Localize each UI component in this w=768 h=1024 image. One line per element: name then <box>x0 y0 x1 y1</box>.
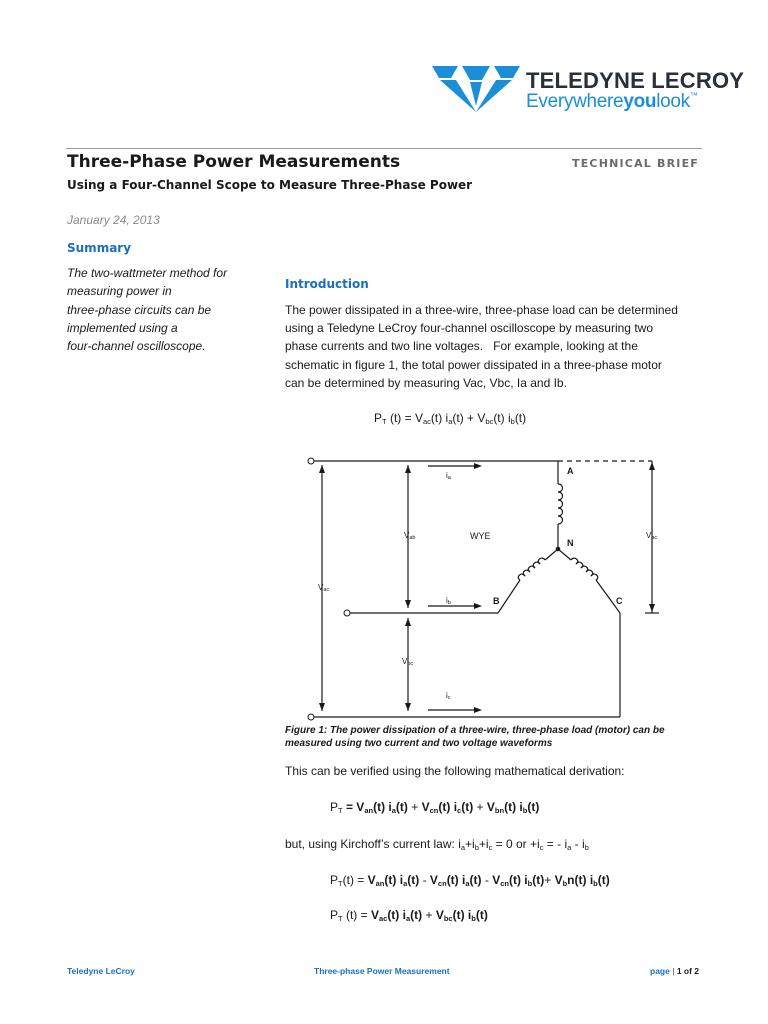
summary-heading: Summary <box>67 241 132 255</box>
voltage-vab-label: Vab <box>404 531 416 541</box>
intro-line: can be determined by measuring Vac, Vbc, Ia and Ib. <box>285 375 567 390</box>
node-c-label: C <box>616 596 623 606</box>
current-ib-label: ib <box>446 596 451 606</box>
power-sum-equation: $P_T = V_{an}(t) i_a(t) + V_{cn}(t) i_c(t) + V_{bn}(t)$ $i_b(t)$ <box>330 800 540 815</box>
node-b-label: B <box>493 596 500 606</box>
intro-line: schematic in figure 1, the total power dissipated in a three-phase motor <box>285 357 662 372</box>
document-date: January 24, 2013 <box>67 213 160 227</box>
substituted-equation: $P_T(t) = V_{an}(t)$ $i_a(t) - V_{cn}(t)$ $i_a(t) - V_{cn}(t)$ $i_b(t)+ V_bn(t)$ $i_b(t)$ <box>330 873 610 888</box>
document-type: TECHNICAL BRIEF <box>572 157 699 170</box>
document-subtitle: Using a Four-Channel Scope to Measure Three-Phase Power <box>67 178 473 192</box>
intro-line: The power dissipated in a three-wire, three-phase load can be determined <box>285 303 678 317</box>
summary-text <box>67 264 267 355</box>
summary-line: four-channel oscilloscope. <box>67 339 206 354</box>
kirchoff-law-text: but, using Kirchoff’s current law: $i_a+i_b+i_c = 0$ or $+i_c$ = - $i_a - i_b$ <box>285 837 589 852</box>
introduction-heading: Introduction <box>285 277 369 291</box>
footer-document-title: Three-phase Power Measurement <box>314 966 450 976</box>
introduction-text <box>285 301 705 392</box>
total-power-equation: $P_T$ $(t) = V_{ac}(t) i_a(t) + V_{bc}(t)$ $i_b(t)$ <box>374 411 527 426</box>
caption-line: Figure 1: The power dissipation of a three-wire, three-phase load (motor) can be <box>285 725 665 736</box>
voltage-vac-left-label: Vac <box>318 583 330 593</box>
voltage-vbc-label: Vbc <box>402 657 414 667</box>
teledyne-logo-icon <box>432 66 520 114</box>
summary-line: The two-wattmeter method for <box>67 266 228 280</box>
summary-line: measuring power in <box>67 284 172 299</box>
figure-caption <box>285 725 705 750</box>
header-rule <box>66 148 702 149</box>
current-ic-label: ic <box>446 691 451 701</box>
document-title: Three-Phase Power Measurements <box>67 152 401 172</box>
node-n-label: N <box>567 538 574 548</box>
footer-company: Teledyne LeCroy <box>67 966 135 976</box>
summary-line: implemented using a <box>67 320 178 335</box>
brand-tagline: Everywhereyoulook™ <box>526 91 698 112</box>
caption-line: measured using two current and two voltage waveforms <box>285 737 553 749</box>
intro-line: using a Teledyne LeCroy four-channel oscilloscope by measuring two <box>285 321 653 336</box>
voltage-vac-right-label: Vac <box>646 531 658 541</box>
footer-page-number: page | 1 of 2 <box>650 966 700 976</box>
derivation-intro: This can be verified using the following mathematical derivation: <box>285 764 625 778</box>
summary-line: three-phase circuits can be <box>67 302 212 317</box>
current-ia-label: ia <box>446 471 451 481</box>
teledyne-lecroy-logo <box>432 66 745 118</box>
final-power-equation: $P_T$ $(t) = V_{ac}(t) i_a(t) + V_{bc}(t)$ $i_b(t)$ <box>330 908 488 923</box>
wye-label: WYE <box>470 531 491 541</box>
node-a-label: A <box>567 466 574 476</box>
intro-line: phase currents and two line voltages. For example, looking at the <box>285 339 638 354</box>
brand-name: TELEDYNE LECROY <box>526 68 745 93</box>
wye-load-schematic <box>300 448 672 724</box>
